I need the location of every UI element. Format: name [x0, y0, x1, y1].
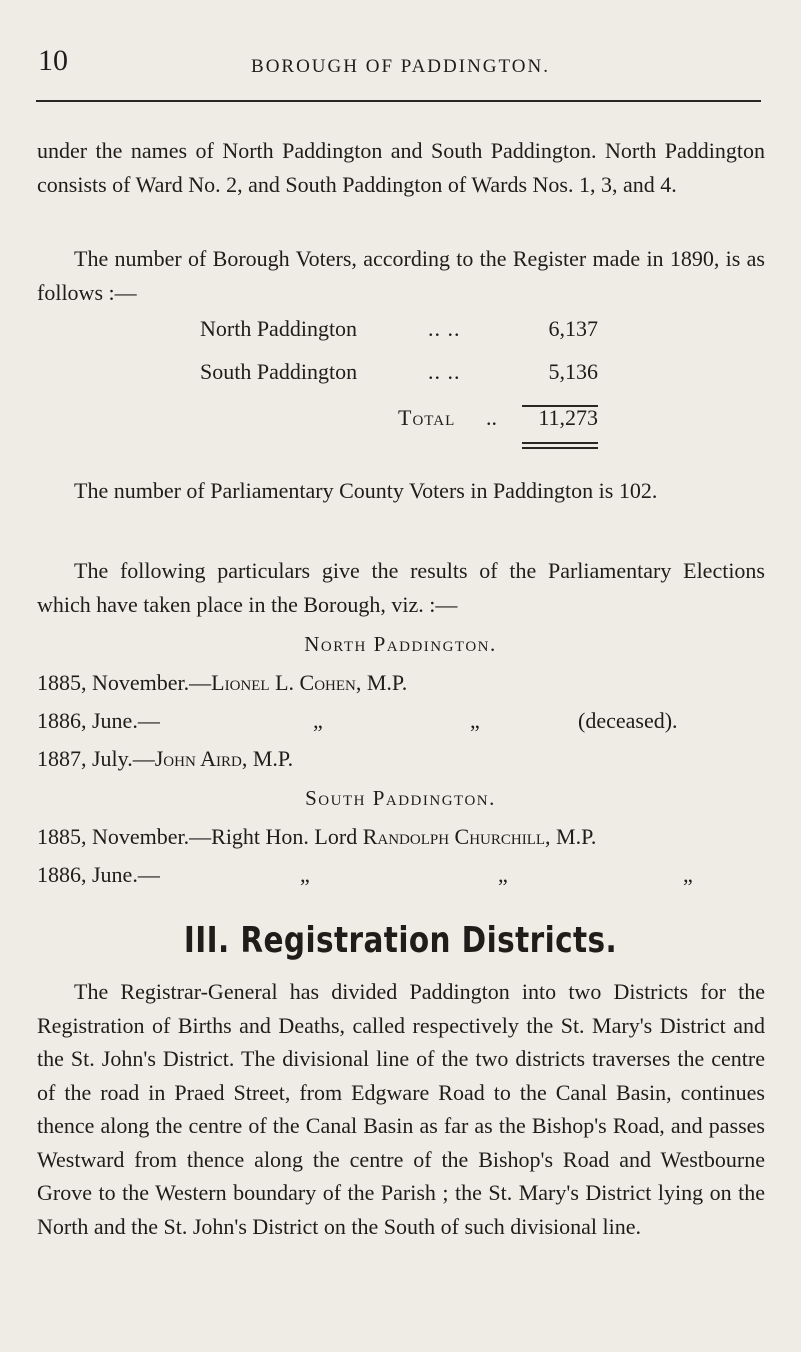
voters-paragraph: The number of Borough Voters, according to the Register made in 1890, is as follows :—: [37, 246, 765, 305]
election-date: 1885, November.—Right Hon. Lord: [37, 824, 358, 849]
total-double-rule: [522, 447, 598, 449]
ditto-mark: „: [683, 862, 693, 887]
voters-row-label: North Paddington: [200, 316, 358, 341]
header-rule: [36, 100, 761, 102]
election-date: 1887, July.—: [37, 746, 155, 771]
election-date: 1885, November.—: [37, 670, 212, 695]
election-entry: [37, 670, 407, 696]
elections-paragraph: The following particulars give the results of the Parliamentary Elections which have taken place in the Borough, viz. :—: [37, 558, 765, 617]
election-member: John Aird,: [154, 746, 248, 771]
intro-paragraph: under the names of North Paddington and South Paddington. North Paddington consists of Ward No. 2, and South Paddington of Wards Nos. 1, 3, and 4.: [37, 138, 765, 197]
voters-row-label: South Paddington: [200, 359, 358, 384]
north-paddington-heading: North Paddington.: [304, 632, 497, 656]
ditto-mark: „: [498, 862, 508, 887]
total-label: Total: [398, 405, 456, 430]
running-header: BOROUGH OF PADDINGTON.: [251, 56, 550, 77]
total-value: 11,273: [538, 405, 598, 430]
ditto-mark: „: [300, 862, 310, 887]
total-leader: ..: [486, 405, 497, 430]
election-suffix: M.P.: [556, 824, 597, 849]
voters-row-value: 6,137: [548, 316, 598, 341]
election-date: 1886, June.—: [37, 708, 160, 733]
page-number: 10: [38, 44, 68, 77]
section-title: III. Registration Districts.: [183, 920, 618, 961]
county-voters-paragraph: The number of Parliamentary County Voters in Paddington is 102.: [74, 478, 658, 503]
voters-row-leader: .. ..: [428, 359, 461, 384]
voters-row-leader: .. ..: [428, 316, 461, 341]
election-entry: [37, 824, 596, 850]
election-member: Randolph Churchill,: [362, 824, 551, 849]
election-suffix: M.P.: [366, 670, 408, 695]
total-double-rule: [522, 442, 598, 444]
election-suffix: M.P.: [252, 746, 294, 771]
election-date: 1886, June.—: [37, 862, 160, 887]
registration-paragraph: The Registrar-General has divided Paddington into two Districts for the Registration of Births and Deaths, called respectively the St. Mary's District and the St. John's District. The divisional line of the two districts traverses the centre of the road in Praed Street, from Edgware Road to the Canal Basin, continues thence along the centre of the Canal Basin as far as the Bishop's Road, and passes Westward from thence along the centre of the Bishop's Road and Westbourne Grove to the Western boundary of the Parish ; the St. Mary's District lying on the North and the St. John's District on the South of such divisional line.: [37, 979, 765, 1239]
election-member: Lionel L. Cohen,: [211, 670, 362, 695]
voters-row-value: 5,136: [548, 359, 598, 384]
ditto-mark: „: [313, 708, 323, 733]
election-entry: [37, 746, 293, 772]
election-note: (deceased).: [578, 708, 678, 733]
ditto-mark: „: [470, 708, 480, 733]
south-paddington-heading: South Paddington.: [305, 786, 496, 810]
